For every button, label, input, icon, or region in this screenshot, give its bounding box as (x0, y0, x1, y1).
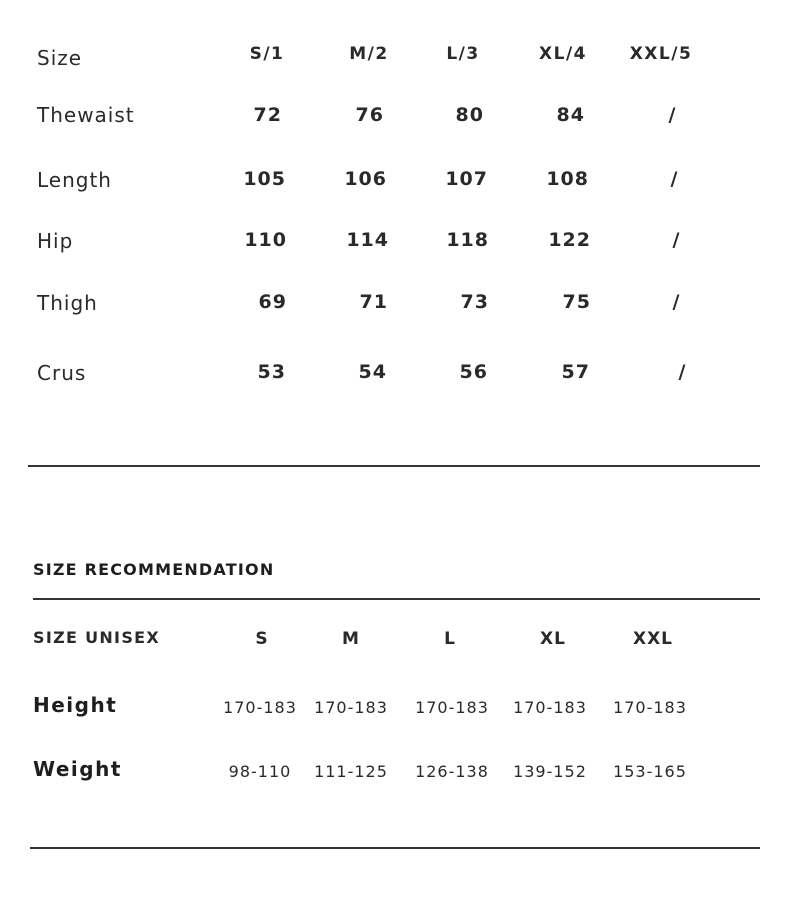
row-label-crus: Crus (37, 361, 87, 385)
column-header-m: M/2 (349, 44, 389, 64)
table-cell: 71 (359, 291, 388, 313)
table-cell: 122 (548, 229, 591, 251)
bottom-divider (30, 847, 760, 849)
column-header-xxl: XXL/5 (629, 44, 693, 64)
table-cell: 126-138 (415, 762, 489, 781)
size-header-label: Size (37, 46, 83, 70)
row-label-thigh: Thigh (37, 291, 98, 315)
rec-column-l: L (444, 629, 456, 649)
table-cell: 139-152 (513, 762, 587, 781)
table-cell: 111-125 (314, 762, 388, 781)
table-cell: / (668, 104, 676, 126)
table-cell: 53 (257, 361, 286, 383)
table-cell: 107 (445, 168, 488, 190)
table-cell: 54 (358, 361, 387, 383)
table-cell: 84 (556, 104, 585, 126)
rec-column-m: M (342, 629, 360, 649)
table-cell: 98-110 (228, 762, 292, 781)
row-label-length: Length (37, 168, 112, 192)
table-cell: 105 (243, 168, 286, 190)
table-cell: 56 (459, 361, 488, 383)
table-cell: 170-183 (513, 698, 587, 717)
table-cell: / (672, 291, 680, 313)
table-cell: / (672, 229, 680, 251)
rec-column-xxl: XXL (632, 629, 674, 649)
column-header-l: L/3 (446, 44, 480, 64)
rec-column-s: S (255, 629, 269, 649)
recommendation-title: SIZE RECOMMENDATION (33, 560, 275, 579)
table-cell: 114 (346, 229, 389, 251)
table-cell: 108 (546, 168, 589, 190)
table-cell: 118 (446, 229, 489, 251)
table-cell: 80 (455, 104, 484, 126)
row-label-hip: Hip (37, 229, 74, 253)
table-cell: 153-165 (613, 762, 687, 781)
table-cell: 170-183 (415, 698, 489, 717)
column-header-xl: XL/4 (539, 44, 587, 64)
row-label-waist: Thewaist (37, 103, 135, 127)
table-cell: 72 (253, 104, 282, 126)
section-divider (28, 465, 760, 467)
table-cell: 73 (460, 291, 489, 313)
rec-column-xl: XL (540, 629, 566, 649)
table-cell: 75 (562, 291, 591, 313)
table-cell: / (670, 168, 678, 190)
table-cell: 110 (244, 229, 287, 251)
table-cell: 170-183 (314, 698, 388, 717)
size-unisex-label: SIZE UNISEX (33, 628, 161, 647)
table-cell: 170-183 (223, 698, 297, 717)
title-underline (33, 598, 760, 600)
table-cell: 106 (344, 168, 387, 190)
table-cell: 57 (561, 361, 590, 383)
table-cell: / (678, 361, 686, 383)
column-header-s: S/1 (249, 44, 285, 64)
table-cell: 76 (355, 104, 384, 126)
table-cell: 170-183 (613, 698, 687, 717)
row-label-height: Height (33, 693, 118, 717)
row-label-weight: Weight (33, 757, 122, 781)
table-cell: 69 (258, 291, 287, 313)
